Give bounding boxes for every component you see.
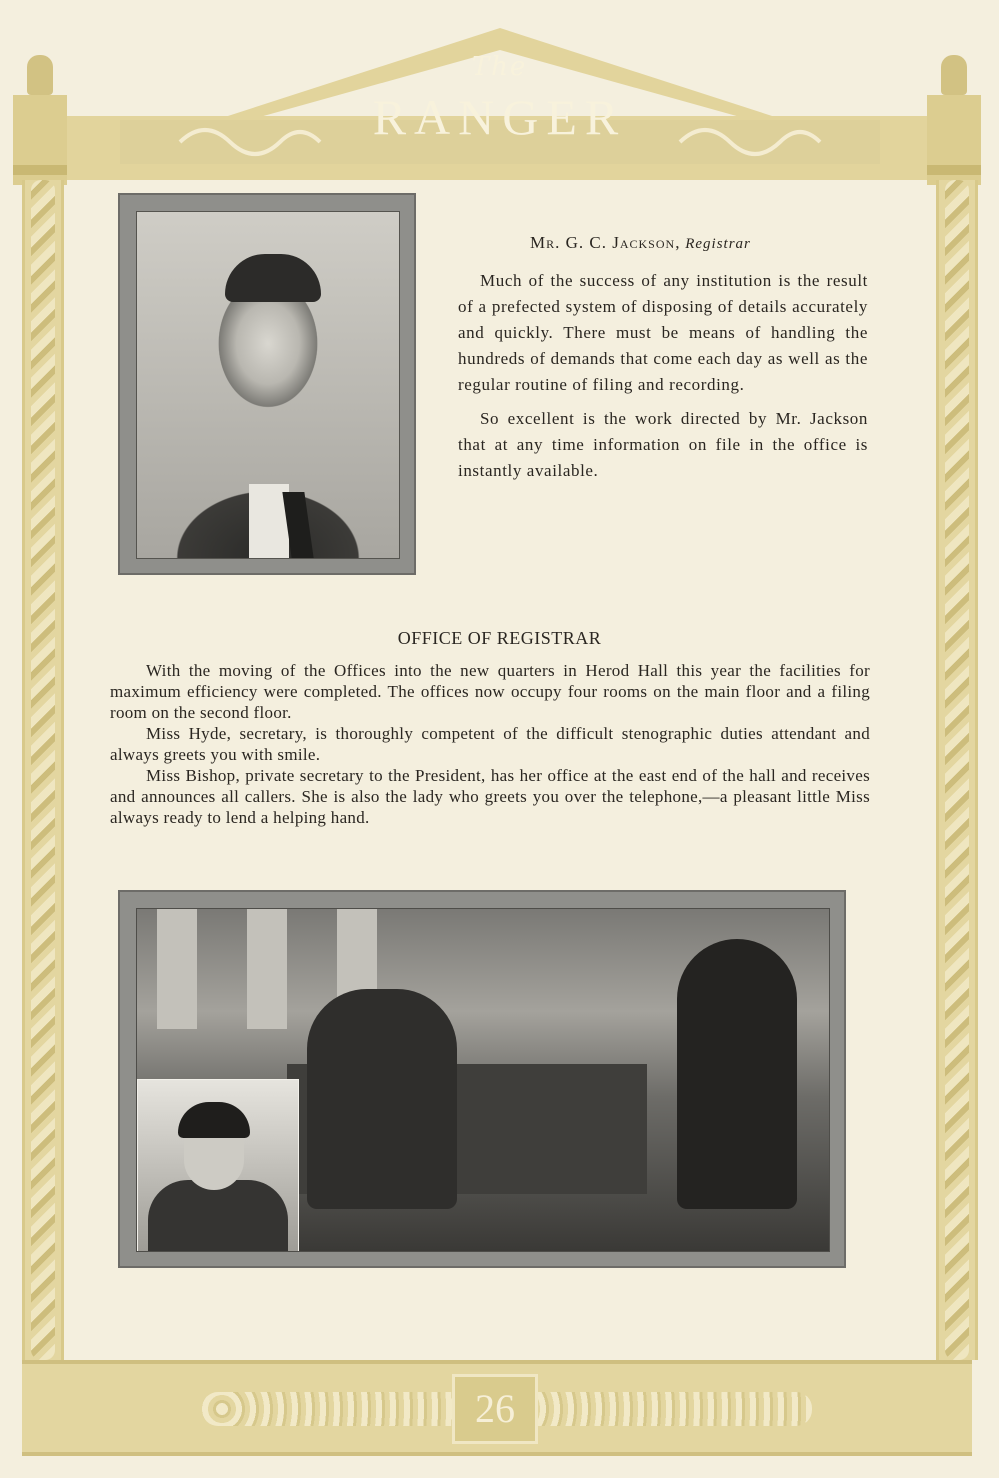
urn-ornament-icon: [941, 55, 967, 95]
office-image-icon: [136, 908, 830, 1252]
office-paragraph: Miss Hyde, secretary, is thoroughly competent of the difficult stenographic duties attendant and always greets you with smile.: [110, 724, 870, 764]
scroll-ornament-icon: [492, 1392, 812, 1426]
office-description: [110, 660, 870, 828]
page-number: 26: [475, 1386, 515, 1431]
page-number-box: [452, 1374, 538, 1444]
office-paragraph: With the moving of the Offices into the new quarters in Herod Hall this year the facilities for maximum efficiency were completed. The offices now occupy four rooms on the main floor and a filing room on the second floor.: [110, 661, 870, 722]
footer-ornament: [22, 1360, 972, 1456]
left-rope-column: [22, 180, 64, 1360]
office-photo: [118, 890, 846, 1268]
portrait-caption: [530, 233, 830, 253]
bio-paragraph: Much of the success of any institution is the result of a prefected system of disposing of details accurately and quickly. There must be means of handling the hundreds of demands that come each day as well as the regular routine of filing and recording.: [458, 271, 868, 394]
page-title: RANGER: [372, 89, 627, 145]
bio-paragraph: So excellent is the work directed by Mr. Jackson that at any time information on file in the office is instantly available.: [458, 409, 868, 480]
caption-name: Mr. G. C. Jackson,: [530, 233, 681, 252]
title-the: The: [471, 52, 528, 82]
portrait-image-icon: [136, 211, 400, 559]
office-paragraph: Miss Bishop, private secretary to the President, has her office at the east end of the hall and receives and announces all callers. She is also the lady who greets you over the telephone,—a pleasant little Miss always ready to lend a helping hand.: [110, 766, 870, 827]
urn-ornament-icon: [27, 55, 53, 95]
inset-portrait-icon: [137, 1079, 299, 1252]
right-rope-column: [936, 180, 978, 1360]
right-column-capital: [927, 95, 981, 185]
registrar-bio: [458, 268, 868, 492]
caption-role: Registrar: [685, 236, 751, 252]
portrait-photo: [118, 193, 416, 575]
section-heading: OFFICE OF REGISTRAR: [397, 628, 602, 648]
left-column-capital: [13, 95, 67, 185]
